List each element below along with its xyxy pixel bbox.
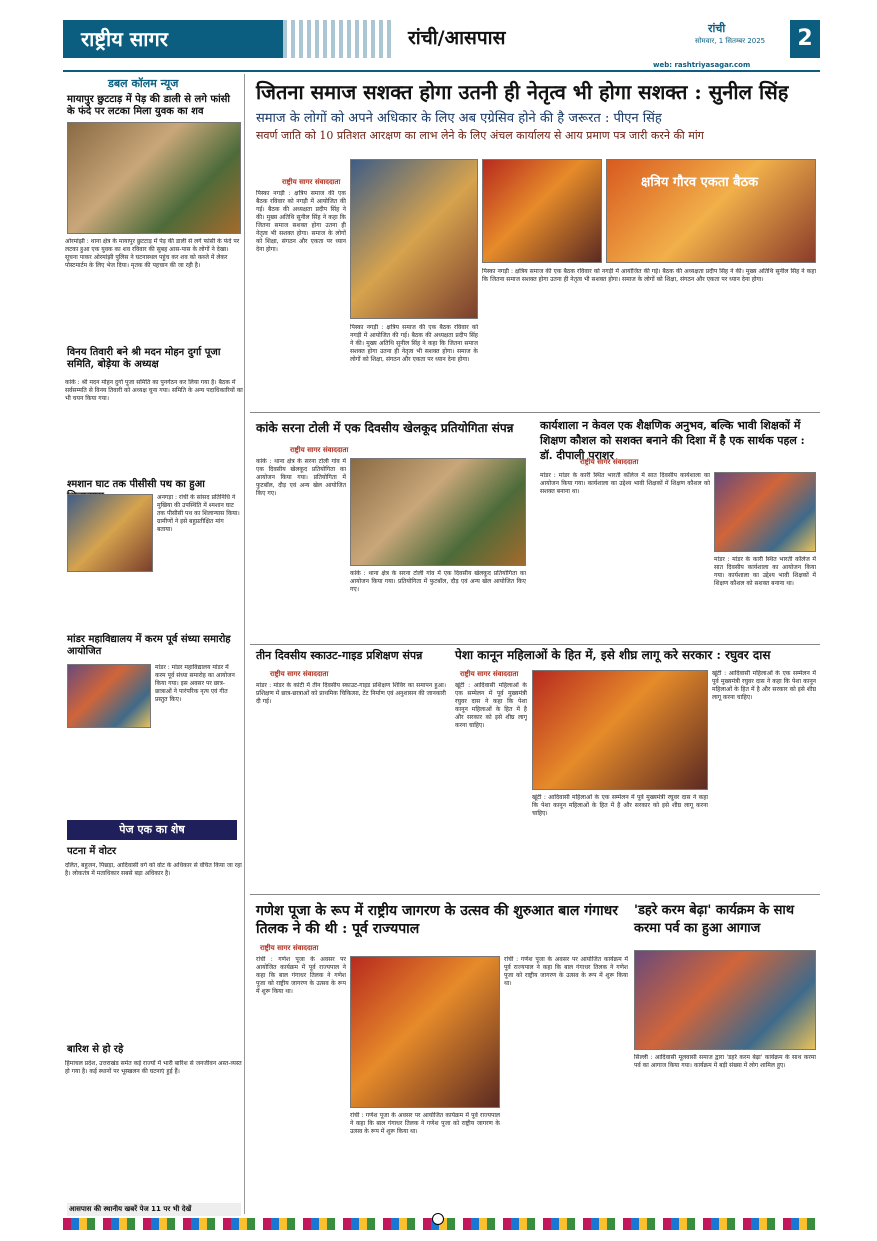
story1-headline[interactable]: मायापुर छुटटाड़ में पेड़ की डाली से लगे फांसी के फंदे पर लटका मिला युवक का शव [67, 94, 231, 117]
story2-headline-main[interactable]: कांके सरना टोली में एक दिवसीय खेलकूद प्रतियोगिता संपन्न [256, 421, 514, 435]
story5-headline-main[interactable]: पेशा कानून महिलाओं के हित में, इसे शीघ्र लागू करे सरकार : रघुवर दास [455, 648, 771, 662]
box1-headline[interactable]: पटना में वोटर [67, 846, 117, 857]
left-column [63, 74, 245, 1214]
page-one-continuation-box: पेज एक का शेष [67, 820, 237, 840]
brand-logo: राष्ट्रीय सागर [63, 20, 283, 58]
story2-byline: राष्ट्रीय सागर संवाददाता [290, 446, 349, 454]
divider [250, 644, 820, 645]
story4-body: मांडर : मांडर महाविद्यालय मांडर में करम पूर्व संध्या समारोह का आयोजन किया गया। इस अवसर पर छात्र-छात्राओं ने पारंपरिक नृत्य एवं गीत प्रस्तुत किए। [155, 664, 235, 703]
story3-byline: राष्ट्रीय सागर संवाददाता [580, 458, 639, 466]
story5-body: खूंटी : आदिवासी महिलाओं के एक सम्मेलन में पूर्व मुख्यमंत्री रघुवर दास ने कहा कि पेशा कानून महिलाओं के हित में है और सरकार को इसे शीघ्र लागू करना चाहिए। [455, 682, 527, 729]
banner-text: क्षत्रिय गौरव एकता बैठक [641, 175, 759, 190]
story3-headline[interactable]: श्मशान घाट तक पीसीसी पथ का हुआ [67, 479, 205, 490]
page-number: 2 [790, 20, 820, 58]
story6-body: रांची : गणेश पूजा के अवसर पर आयोजित कार्यक्रम में पूर्व राज्यपाल ने कहा कि बाल गंगाधर तिलक ने गणेश पूजा को राष्ट्रीय जागरण के उत्सव के रूप में शुरू किया था। [256, 956, 346, 995]
brand-pattern [283, 20, 393, 58]
lead-body-col2: पिस्का नगड़ी : क्षत्रिय समाज की एक बैठक रविवार को नगड़ी में आयोजित की गई। बैठक की अध्यक्षता प्रदीप सिंह ने की। मुख्य अतिथि सुनील सिंह ने कहा कि जितना समाज सशक्त होगा उतना ही नेतृत्व भी सशक्त होगा। समाज के लोगों को शिक्षा, संगठन और एकता पर ध्यान देना होगा। [350, 324, 478, 363]
story6-headline-main[interactable]: गणेश पूजा के रूप में राष्ट्रीय जागरण के उत्सव की शुरुआत बाल गंगाधर तिलक ने की थी : पूर्व राज्यपाल [256, 903, 619, 937]
story4-byline: राष्ट्रीय सागर संवाददाता [270, 670, 329, 678]
lead-photo-1 [350, 159, 478, 319]
crop-mark-icon [432, 1213, 444, 1225]
lead-banner-photo [606, 159, 816, 263]
story3-photo [714, 472, 816, 552]
story2-body-b: कांके : थाना क्षेत्र के सरना टोली गांव में एक दिवसीय खेलकूद प्रतियोगिता का आयोजन किया गया। प्रतियोगिता में फुटबॉल, दौड़ एवं अन्य खेल आयोजित किए गए। [350, 570, 526, 593]
box2-headline[interactable]: बारिश से हो रहे [67, 1044, 124, 1055]
divider [250, 412, 820, 413]
story1-body: ओरमांझी : थाना क्षेत्र के मायापुर छुटटाड़ में पेड़ की डाली से लगे फांसी के फंदे पर लटका हुआ एक युवक का शव रविवार की सुबह आस-पास के लोगों ने देखा। सूचना पाकर ओरमांझी पुलिस ने घटनास्थल पहुंच कर शव को कब्जे में लेकर पोस्टमार्टम के लिए भेज दिया। मृतक की पहचान की जा रही है। [65, 238, 240, 269]
divider [250, 894, 820, 895]
story7-body: सिल्ली : आदिवासी मूलवासी समाज द्वारा 'डहरे करम बेढ़ा' कार्यक्रम के साथ करमा पर्व का आगाज किया गया। कार्यक्रम में बड़ी संख्या में लोग शामिल हुए। [634, 1054, 816, 1069]
story6-photo [350, 956, 500, 1108]
story2-body: कांके : श्री मदन मोहन दुर्गा पूजा समिति का पुनर्गठन कर लिया गया है। बैठक में सर्वसम्मति से विनय तिवारी को अध्यक्ष चुना गया। समिति के अन्य पदाधिकारियों का भी चयन किया गया। [65, 379, 243, 402]
lead-byline: राष्ट्रीय सागर संवाददाता [282, 178, 341, 186]
double-column-tag: डबल कॉलम न्यूज [108, 77, 179, 90]
story6-body-b: रांची : गणेश पूजा के अवसर पर आयोजित कार्यक्रम में पूर्व राज्यपाल ने कहा कि बाल गंगाधर तिलक ने गणेश पूजा को राष्ट्रीय जागरण के उत्सव के रूप में शुरू किया था। [350, 1112, 500, 1135]
story5-body-b: खूंटी : आदिवासी महिलाओं के एक सम्मेलन में पूर्व मुख्यमंत्री रघुवर दास ने कहा कि पेशा कानून महिलाओं के हित में है और सरकार को इसे शीघ्र लागू करना चाहिए। [532, 794, 708, 817]
story3-body: मांडर : मांडर के कारी स्थित भारती कॉलेज में सात दिवसीय कार्यशाला का आयोजन किया गया। कार्यशाला का उद्देश्य भावी शिक्षकों में शिक्षण कौशल को सशक्त बनाना था। [540, 472, 710, 495]
lead-subheadline-b: सवर्ण जाति को 10 प्रतिशत आरक्षण का लाभ लेने के लिए अंचल कार्यालय से आय प्रमाण पत्र जारी करने की मांग [256, 129, 704, 142]
story2-photo [350, 458, 526, 566]
masthead [63, 20, 820, 58]
story4-headline-main[interactable]: तीन दिवसीय स्काउट-गाइड प्रशिक्षण संपन्न [256, 649, 423, 662]
header-date: सोमवार, 1 सितम्बर 2025 [695, 37, 766, 45]
story6-byline: राष्ट्रीय सागर संवाददाता [260, 944, 319, 952]
story7-photo [634, 950, 816, 1050]
footer-note: आसपास की स्थानीय खबरें पेज 11 पर भी देखें [67, 1203, 241, 1216]
story6-body-c: रांची : गणेश पूजा के अवसर पर आयोजित कार्यक्रम में पूर्व राज्यपाल ने कहा कि बाल गंगाधर तिलक ने गणेश पूजा को राष्ट्रीय जागरण के उत्सव के रूप में शुरू किया था। [504, 956, 628, 987]
lead-headline[interactable]: जितना समाज सशक्त होगा उतनी ही नेतृत्व भी होगा सशक्त : सुनील सिंह [256, 80, 789, 104]
lead-photo-2 [482, 159, 602, 263]
lead-subheadline-a: समाज के लोगों को अपने अधिकार के लिए अब एग्रेसिव होने की है जरूरत : पीएन सिंह [256, 111, 662, 126]
story2-headline[interactable]: विनय तिवारी बने श्री मदन मोहन दुर्गा पूजा समिति, बोड़ेया के अध्यक्ष [67, 347, 221, 370]
lead-body-col1: पिस्का नगड़ी : क्षत्रिय समाज की एक बैठक रविवार को नगड़ी में आयोजित की गई। बैठक की अध्यक्षता प्रदीप सिंह ने की। मुख्य अतिथि सुनील सिंह ने कहा कि जितना समाज सशक्त होगा उतना ही नेतृत्व भी सशक्त होगा। समाज के लोगों को शिक्षा, संगठन और एकता पर ध्यान देना होगा। [256, 190, 346, 253]
story4-headline[interactable]: मांडर महाविद्यालय में करम पूर्व संध्या समारोह आयोजित [67, 634, 231, 657]
story5-byline: राष्ट्रीय सागर संवाददाता [460, 670, 519, 678]
story3-photo [67, 494, 153, 572]
story5-photo [532, 670, 708, 790]
story3-body-b: मांडर : मांडर के कारी स्थित भारती कॉलेज में सात दिवसीय कार्यशाला का आयोजन किया गया। कार्यशाला का उद्देश्य भावी शिक्षकों में शिक्षण कौशल को सशक्त बनाना था। [714, 556, 816, 587]
website-link[interactable]: web: rashtriyasagar.com [653, 61, 751, 69]
story1-photo [67, 122, 241, 234]
story3-body: अनगड़ा : रांची के सांसद प्रतिनिधि ने मुखिया की उपस्थिति में श्मशान घाट तक पीसीसी पथ का शिलान्यास किया। ग्रामीणों ने इसे बहुप्रतीक्षित मांग बताया। [157, 494, 240, 533]
story7-headline-main[interactable]: 'डहरे करम बेढ़ा' कार्यक्रम के साथ करमा पर्व का हुआ आगाज [634, 903, 795, 936]
story5-body-c: खूंटी : आदिवासी महिलाओं के एक सम्मेलन में पूर्व मुख्यमंत्री रघुवर दास ने कहा कि पेशा कानून महिलाओं के हित में है और सरकार को इसे शीघ्र लागू करना चाहिए। [712, 670, 816, 701]
header-city: रांची [708, 22, 726, 35]
section-title: रांची/आसपास [408, 27, 506, 49]
header-rule [63, 70, 820, 72]
story3-headline-main[interactable]: कार्यशाला न केवल एक शैक्षणिक अनुभव, बल्कि भावी शिक्षकों में शिक्षण कौशल को सशक्त बनाने की दिशा में है एक सार्थक पहल : डॉ. दीपाली पराशर [540, 419, 805, 462]
lead-body-col3: पिस्का नगड़ी : क्षत्रिय समाज की एक बैठक रविवार को नगड़ी में आयोजित की गई। बैठक की अध्यक्षता प्रदीप सिंह ने की। मुख्य अतिथि सुनील सिंह ने कहा कि जितना समाज सशक्त होगा उतना ही नेतृत्व भी सशक्त होगा। समाज के लोगों को शिक्षा, संगठन और एकता पर ध्यान देना होगा। [482, 268, 816, 283]
story2-body: कांके : थाना क्षेत्र के सरना टोली गांव में एक दिवसीय खेलकूद प्रतियोगिता का आयोजन किया गया। प्रतियोगिता में फुटबॉल, दौड़ एवं अन्य खेल आयोजित किए गए। [256, 458, 346, 497]
box1-body: दलित, बहुजन, पिछड़ा, आदिवासी वर्ग को वोट के अधिकार से वंचित किया जा रहा है। लोकतंत्र में मताधिकार सबसे बड़ा अधिकार है। [65, 862, 242, 877]
box2-body: हिमाचल प्रदेश, उत्तराखंड समेत कई राज्यों में भारी बारिश से जनजीवन अस्त-व्यस्त हो गया है। कई स्थानों पर भूस्खलन की घटनाएं हुई हैं। [65, 1060, 242, 1075]
story4-body: मांडर : मांडर के कांटी में तीन दिवसीय स्काउट-गाइड प्रशिक्षण शिविर का समापन हुआ। प्रशिक्षण में छात्र-छात्राओं को प्राथमिक चिकित्सा, टेंट निर्माण एवं अनुशासन की जानकारी दी गई। [256, 682, 446, 705]
main-area [250, 74, 820, 1214]
story4-photo [67, 664, 151, 728]
